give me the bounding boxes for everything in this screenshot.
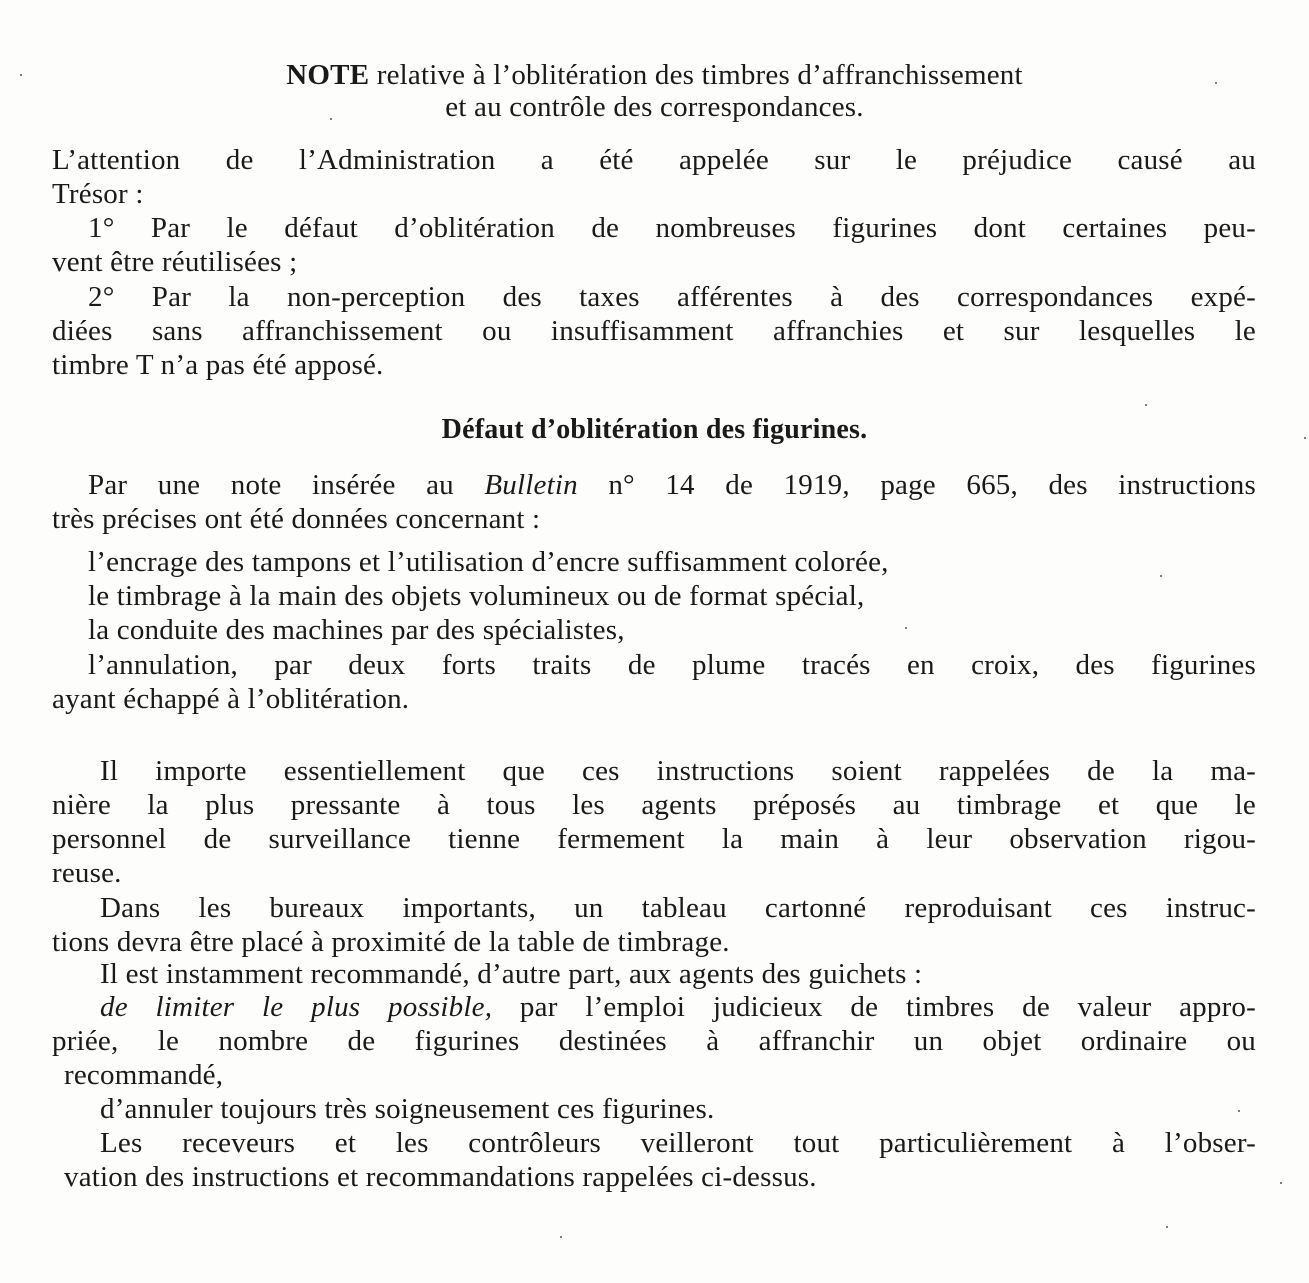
scan-speck xyxy=(1160,575,1162,577)
body-line: reuse. xyxy=(52,857,122,889)
scan-speck xyxy=(560,1236,562,1238)
body-line: tions devra être placé à proximité de la table de timbrage. xyxy=(52,926,730,958)
scan-speck xyxy=(330,118,332,120)
body-line: Il est instamment recommandé, d’autre part, aux agents des guichets : xyxy=(100,958,923,990)
body-line: Dans les bureaux importants, un tableau cartonné reproduisant ces instruc- xyxy=(100,892,1256,924)
intro-line: vent être réutilisées ; xyxy=(52,246,298,278)
closing-line: vation des instructions et recommandations rappelées ci-dessus. xyxy=(64,1161,817,1193)
scan-speck xyxy=(20,74,22,76)
instruction-item: la conduite des machines par des spécialistes, xyxy=(88,614,625,646)
closing-line: priée, le nombre de figurines destinées à affranchir un objet ordinaire ou xyxy=(52,1025,1256,1057)
closing-line: d’annuler toujours très soigneusement ces figurines. xyxy=(100,1093,715,1125)
note-title-text: relative à l’oblitération des timbres d’affranchissement xyxy=(369,59,1023,91)
bulletin-text-before: Par une note insérée au xyxy=(88,469,485,501)
body-line: nière la plus pressante à tous les agents préposés au timbrage et que le xyxy=(52,789,1256,821)
closing-line: Les receveurs et les contrôleurs veilleront tout particulièrement à l’obser- xyxy=(100,1127,1256,1159)
intro-line: diées sans affranchissement ou insuffisamment affranchies et sur lesquelles le xyxy=(52,315,1256,347)
scan-speck xyxy=(1166,1226,1168,1228)
intro-line: timbre T n’a pas été apposé. xyxy=(52,349,384,381)
instruction-item: l’annulation, par deux forts traits de plume tracés en croix, des figurines xyxy=(88,649,1256,681)
instruction-item: l’encrage des tampons et l’utilisation d’encre suffisamment colorée, xyxy=(88,546,889,578)
section-heading: Défaut d’oblitération des figurines. xyxy=(441,414,868,445)
bulletin-line-1 xyxy=(88,468,1256,502)
note-title-line-1 xyxy=(0,58,1309,92)
body-line: Il importe essentiellement que ces instructions soient rappelées de la ma- xyxy=(100,755,1256,787)
recommendation-line xyxy=(100,990,1256,1024)
intro-line: 1° Par le défaut d’oblitération de nombreuses figurines dont certaines peu- xyxy=(88,212,1256,244)
intro-line: Trésor : xyxy=(52,178,144,210)
intro-line: L’attention de l’Administration a été appelée sur le préjudice causé au xyxy=(52,144,1256,176)
scan-speck xyxy=(1145,404,1147,406)
recommendation-text: par l’emploi judicieux de timbres de valeur appro- xyxy=(492,991,1256,1023)
bulletin-title: Bulletin xyxy=(484,469,578,501)
recommendation-emphasis: de limiter le plus possible, xyxy=(100,991,493,1023)
bulletin-text-after: n° 14 de 1919, page 665, des instructions xyxy=(577,469,1256,501)
body-line: personnel de surveillance tienne fermement la main à leur observation rigou- xyxy=(52,823,1256,855)
closing-line: recommandé, xyxy=(64,1059,224,1091)
scan-speck xyxy=(905,627,907,629)
instruction-item: ayant échappé à l’oblitération. xyxy=(52,683,410,715)
scan-speck xyxy=(1238,1110,1240,1112)
note-title-keyword: NOTE xyxy=(286,59,370,91)
scan-speck xyxy=(1215,82,1217,84)
note-title-line-2: et au contrôle des correspondances. xyxy=(445,91,864,123)
scan-speck xyxy=(1280,1182,1282,1184)
instruction-item: le timbrage à la main des objets volumineux ou de format spécial, xyxy=(88,580,865,612)
intro-line: 2° Par la non-perception des taxes afférentes à des correspondances expé- xyxy=(88,281,1256,313)
scan-speck xyxy=(1304,437,1306,439)
bulletin-line-2: très précises ont été données concernant : xyxy=(52,503,541,535)
